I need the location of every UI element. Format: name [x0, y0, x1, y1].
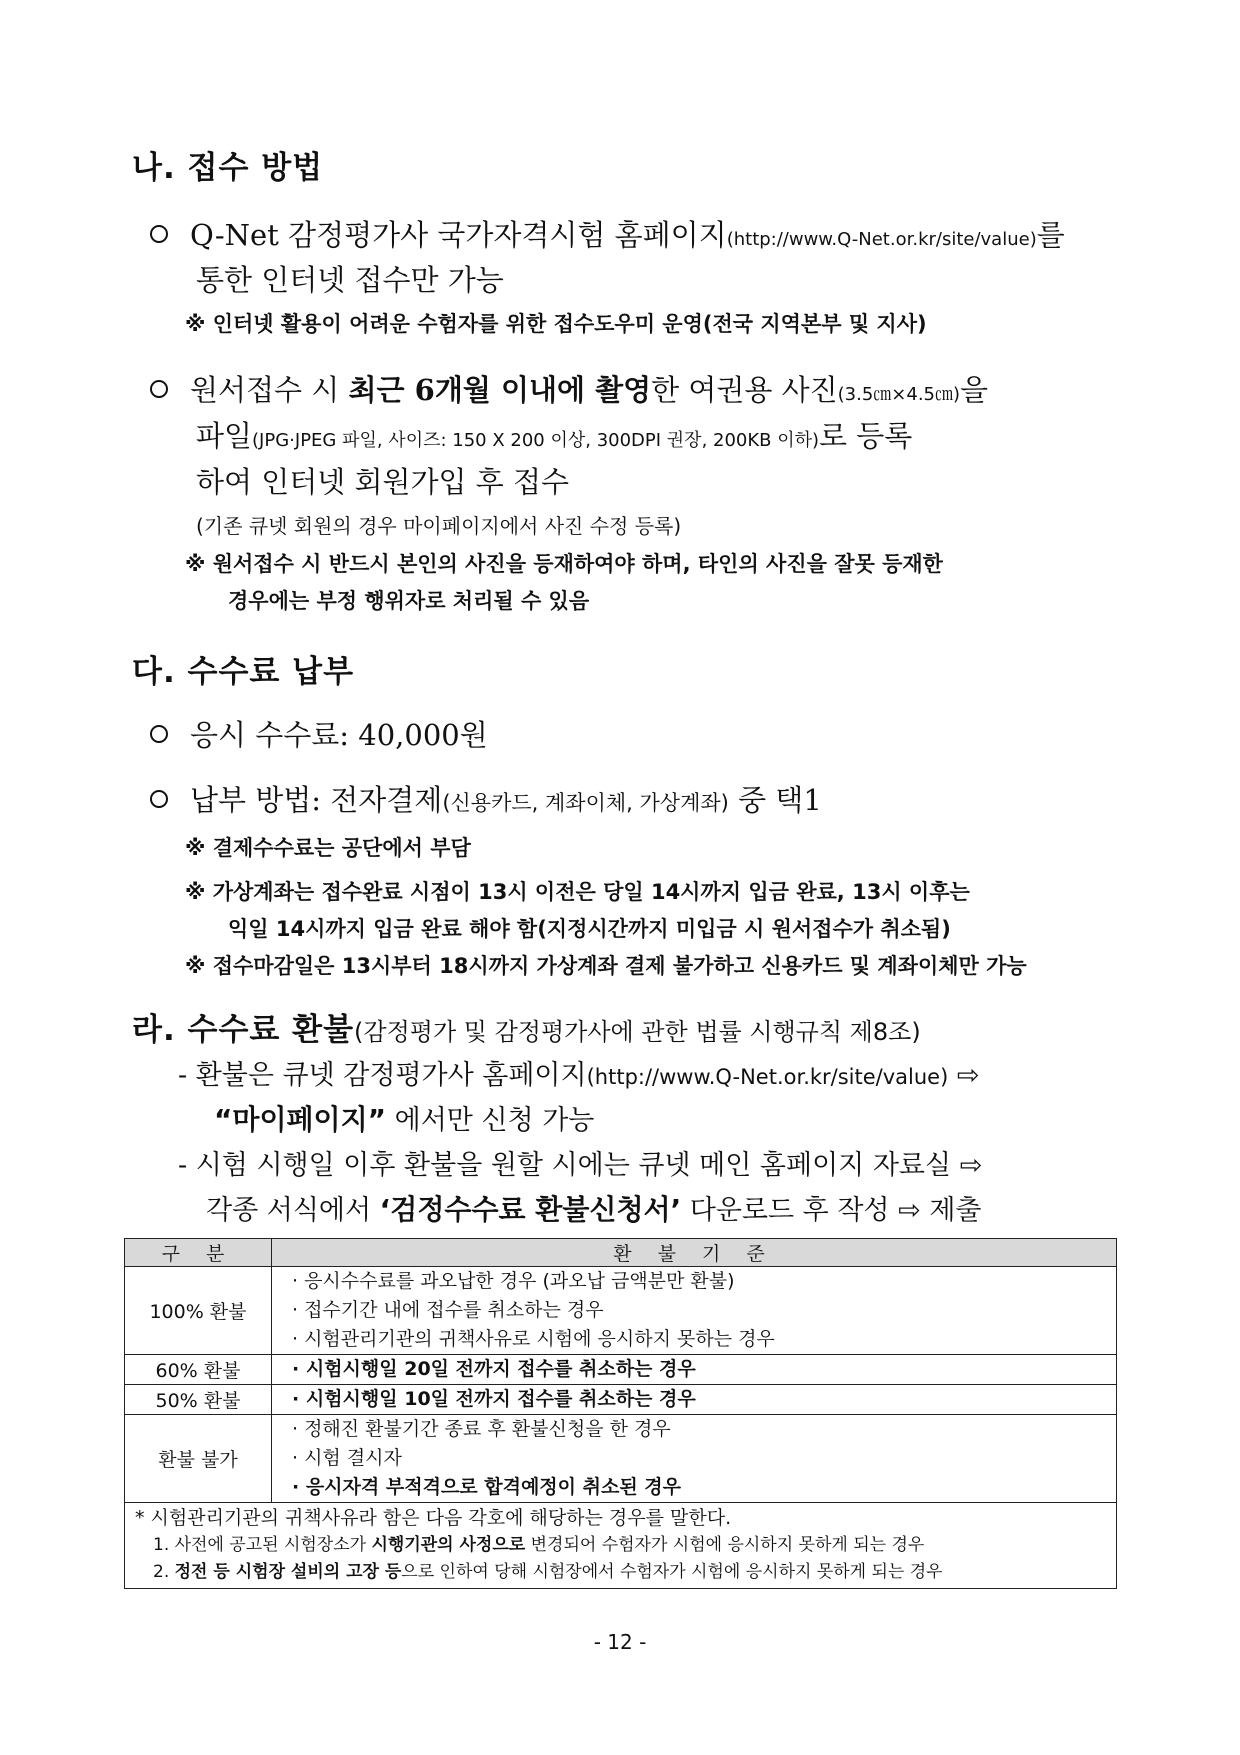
refund-item-1-line2 [214, 1098, 594, 1138]
refund-form-name: ‘검정수수료 환불신청서’ [379, 1193, 682, 1226]
fee-text: 응시 수수료: 40,000원 [190, 718, 488, 752]
note-photo-warning: ※ 원서접수 시 반드시 본인의 사진을 등재하여야 하며, 타인의 사진을 잘못 등재한 [185, 552, 943, 576]
table-row [125, 1355, 1117, 1385]
refund-text: 제출 [920, 1195, 982, 1226]
bullet-photo-line2 [196, 414, 912, 455]
circle-bullet-icon [150, 380, 168, 398]
section-heading-na: 나. 접수 방법 [132, 150, 324, 186]
refund-text: - 시험 시행일 이후 환불을 원할 시에는 큐넷 메인 홈페이지 자료실 [178, 1150, 952, 1181]
payment-text: 중 택1 [728, 783, 822, 817]
heading-text: 라. 수수료 환불 [132, 1012, 355, 1048]
criteria-item: · 정해진 환불기간 종료 후 환불신청을 한 경우 [292, 1418, 671, 1440]
table-cell-criteria [272, 1355, 1117, 1385]
bullet-photo [150, 368, 988, 409]
table-cell-category: 100% 환불 [125, 1267, 272, 1355]
table-footnote-cell [125, 1503, 1117, 1589]
bullet-text: Q-Net 감정평가사 국가자격시험 홈페이지 [190, 218, 727, 252]
bullet-fee [150, 713, 488, 754]
note-help-desk: ※ 인터넷 활용이 어려운 수험자를 위한 접수도우미 운영(전국 지역본부 및 지사) [185, 312, 927, 336]
table-header-category: 구 분 [125, 1239, 272, 1267]
criteria-item: · 시험 결시자 [292, 1447, 402, 1469]
table-row [125, 1267, 1117, 1355]
bullet-text: 로 등록 [819, 419, 913, 453]
bullet-payment [150, 778, 822, 819]
bullet-text: 를 [1036, 218, 1065, 252]
table-header-row [125, 1239, 1117, 1267]
refund-text: - 환불은 큐넷 감정평가사 홈페이지 [178, 1060, 587, 1091]
table-row [125, 1415, 1117, 1503]
table-cell-criteria [272, 1415, 1117, 1503]
arrow-right-icon: ⇨ [956, 1060, 980, 1091]
bullet-text: 원서접수 시 [190, 373, 349, 407]
page-number: - 12 - [593, 1630, 647, 1654]
circle-bullet-icon [150, 790, 168, 808]
refund-item-2 [178, 1143, 982, 1182]
bullet-qnet-line2: 통한 인터넷 접수만 가능 [196, 263, 504, 297]
note-virtual-account: ※ 가상계좌는 접수완료 시점이 13시 이전은 당일 14시까지 입금 완료, 13시 이후는 [185, 880, 970, 904]
file-spec: (JPG·JPEG 파일, 사이즈: 150 X 200 이상, 300DPI 권장, 200KB 이하) [252, 430, 820, 451]
payment-methods: (신용카드, 계좌이체, 가상계좌) [442, 791, 729, 815]
refund-text: 에서만 신청 가능 [386, 1105, 595, 1136]
refund-item-1 [178, 1053, 980, 1092]
note-fee-burden: ※ 결제수수료는 공단에서 부담 [185, 836, 471, 860]
table-cell-criteria [272, 1385, 1117, 1415]
table-cell-category: 50% 환불 [125, 1385, 272, 1415]
refund-text: 각종 서식에서 [206, 1195, 380, 1226]
photo-update-note: (기존 큐넷 회원의 경우 마이페이지에서 사진 수정 등록) [196, 514, 682, 538]
refund-text: 다운로드 후 작성 [681, 1195, 890, 1226]
table-footnote-row [125, 1503, 1117, 1589]
bullet-text: 한 여권용 사진 [651, 373, 838, 407]
arrow-right-icon: ⇨ [898, 1195, 921, 1226]
bullet-qnet [150, 213, 1065, 254]
footnote-bold-text: 정전 등 시험장 설비의 고장 등 [174, 1562, 402, 1582]
payment-text: 납부 방법: 전자결제 [190, 783, 443, 817]
footnote-item-1 [135, 1532, 1106, 1559]
note-deadline: ※ 접수마감일은 13시부터 18시까지 가상계좌 결제 불가하고 신용카드 및 계좌이체만 가능 [185, 954, 1027, 978]
mypage-label: “마이페이지” [214, 1103, 387, 1136]
section-heading-ra [132, 1004, 921, 1049]
refund-criteria-table [124, 1238, 1117, 1589]
bullet-text: 파일 [196, 419, 253, 453]
circle-bullet-icon [150, 225, 168, 243]
criteria-item: · 시험관리기관의 귀책사유로 시험에 응시하지 못하는 경우 [292, 1328, 775, 1350]
bullet-photo-line3: 하여 인터넷 회원가입 후 접수 [196, 465, 570, 499]
table-cell-criteria [272, 1267, 1117, 1355]
refund-item-2-line2 [206, 1188, 981, 1228]
circle-bullet-icon [150, 725, 168, 743]
table-cell-category: 환불 불가 [125, 1415, 272, 1503]
qnet-url: (http://www.Q-Net.or.kr/site/value) [726, 229, 1037, 250]
criteria-item: · 시험시행일 20일 전까지 접수를 취소하는 경우 [292, 1358, 696, 1380]
criteria-item: · 응시자격 부적격으로 합격예정이 취소된 경우 [292, 1476, 682, 1498]
footnote-text: 1. 사전에 공고된 시험장소가 [153, 1535, 372, 1555]
footnote-title: * 시험관리기관의 귀책사유라 함은 다음 각호에 해당하는 경우를 말한다. [135, 1507, 732, 1529]
section-heading-da: 다. 수수료 납부 [132, 654, 355, 690]
heading-law-ref: (감정평가 및 감정평가사에 관한 법률 시행규칙 제8조) [354, 1018, 921, 1046]
note-photo-warning-line2: 경우에는 부정 행위자로 처리될 수 있음 [228, 589, 590, 613]
table-cell-category: 60% 환불 [125, 1355, 272, 1385]
note-virtual-account-line2: 익일 14시까지 입금 완료 해야 함(지정시간까지 미입금 시 원서접수가 취소됨) [228, 917, 951, 941]
bullet-text: 을 [960, 373, 989, 407]
criteria-item: · 접수기간 내에 접수를 취소하는 경우 [292, 1299, 604, 1321]
footnote-text: 변경되어 수험자가 시험에 응시하지 못하게 되는 경우 [525, 1535, 925, 1555]
qnet-url: (http://www.Q-Net.or.kr/site/value) [586, 1065, 949, 1089]
footnote-item-2 [135, 1559, 1106, 1586]
footnote-bold-text: 시행기관의 사정으로 [371, 1535, 526, 1555]
arrow-right-icon: ⇨ [959, 1150, 983, 1181]
footnote-text: 으로 인하여 당해 시험장에서 수험자가 시험에 응시하지 못하게 되는 경우 [401, 1562, 943, 1582]
footnote-text: 2. [153, 1562, 175, 1582]
table-row [125, 1385, 1117, 1415]
criteria-item: · 응시수수료를 과오납한 경우 (과오납 금액분만 환불) [292, 1270, 735, 1292]
bullet-bold-text: 최근 6개월 이내에 촬영 [348, 373, 652, 407]
photo-size: (3.5㎝×4.5㎝) [837, 384, 961, 405]
table-header-criteria: 환 불 기 준 [272, 1239, 1117, 1267]
criteria-item: · 시험시행일 10일 전까지 접수를 취소하는 경우 [292, 1388, 696, 1410]
